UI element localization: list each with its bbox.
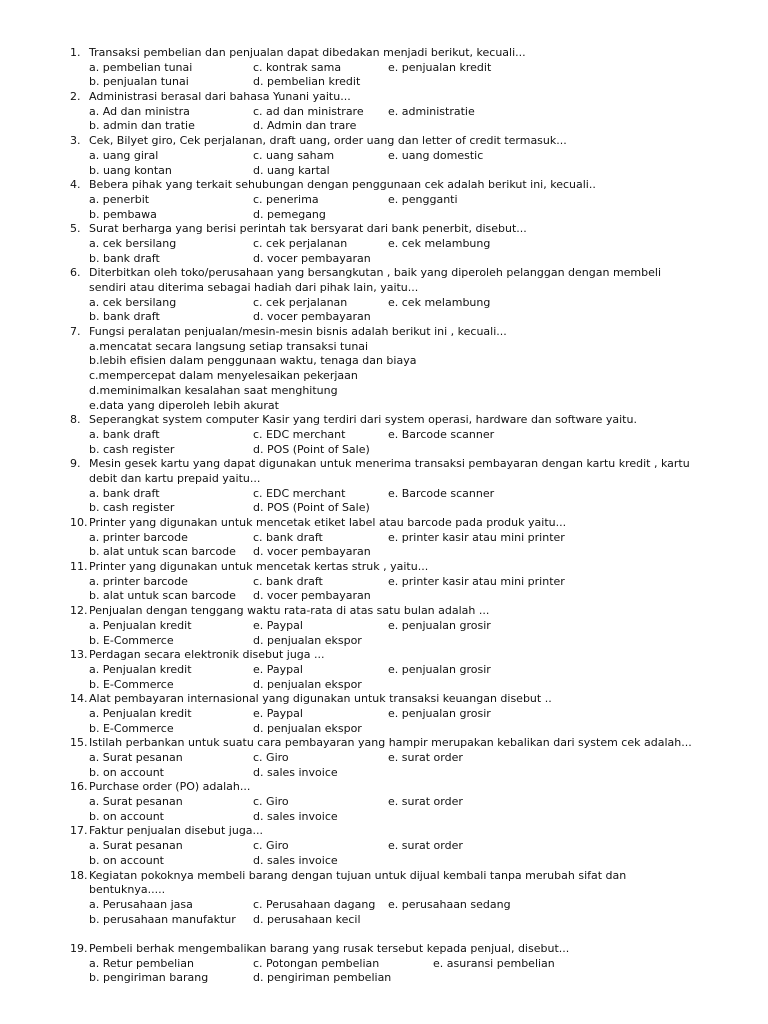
answer-option: e. Barcode scanner <box>388 427 495 441</box>
answer-option: c. bank draft <box>253 530 323 544</box>
question-4 <box>0 178 768 222</box>
answer-option: b.lebih efisien dalam penggunaan waktu, tenaga dan biaya <box>89 354 417 368</box>
question-text: Alat pembayaran internasional yang digunakan untuk transaksi keuangan disebut .. <box>89 692 552 706</box>
question-number: 8. <box>70 413 81 427</box>
option-row <box>0 854 768 869</box>
question-line <box>0 780 768 795</box>
question-number: 5. <box>70 222 81 236</box>
answer-option: e. Paypal <box>253 662 303 676</box>
question-text: sendiri atau diterima sebagai hadiah dari pihak lain, yaitu... <box>89 281 419 294</box>
answer-option: b. E-Commerce <box>89 721 174 735</box>
option-row <box>0 634 768 649</box>
answer-option: b. alat untuk scan barcode <box>89 545 236 559</box>
answer-option: c. cek perjalanan <box>253 236 348 250</box>
answer-option: c.mempercepat dalam menyelesaikan pekerjaan <box>89 369 358 383</box>
answer-option: a. pembelian tunai <box>89 60 193 74</box>
answer-option: d. vocer pembayaran <box>253 310 371 324</box>
answer-option: d. pengiriman pembelian <box>253 971 392 985</box>
question-line <box>0 942 768 957</box>
question-number: 1. <box>70 46 81 59</box>
question-text: Printer yang digunakan untuk mencetak etiket label atau barcode pada produk yaitu... <box>89 516 567 529</box>
question-number: 17. <box>70 824 88 838</box>
answer-option: c. Giro <box>253 839 289 853</box>
question-text: Faktur penjualan disebut juga... <box>89 824 264 838</box>
option-row <box>0 119 768 134</box>
question-line <box>0 516 768 531</box>
answer-option: a. cek bersilang <box>89 236 177 250</box>
question-text: Seperangkat system computer Kasir yang terdiri dari system operasi, hardware dan software yaitu. <box>89 413 637 427</box>
answer-option: e. printer kasir atau mini printer <box>388 530 565 544</box>
option-row <box>0 75 768 90</box>
question-number: 2. <box>70 90 81 104</box>
question-number: 6. <box>70 266 81 280</box>
option-row <box>0 957 768 972</box>
question-text: Cek, Bilyet giro, Cek perjalanan, draft uang, order uang dan letter of credit termasuk... <box>89 134 567 148</box>
question-12 <box>0 604 768 648</box>
option-row <box>0 193 768 208</box>
question-number: 18. <box>70 868 88 882</box>
option-row <box>0 751 768 766</box>
answer-option: b. cash register <box>89 442 175 456</box>
question-number: 14. <box>70 692 88 706</box>
answer-option: d. Admin dan trare <box>253 119 357 133</box>
answer-option: a. Retur pembelian <box>89 956 194 970</box>
question-line <box>0 134 768 149</box>
answer-option: a. Penjualan kredit <box>89 618 192 632</box>
option-row <box>0 619 768 634</box>
answer-option: b. bank draft <box>89 310 160 324</box>
question-line <box>0 281 768 296</box>
option-row <box>0 501 768 516</box>
answer-option: a. Surat pesanan <box>89 839 183 853</box>
question-number: 19. <box>70 941 88 955</box>
option-row <box>0 575 768 590</box>
question-18 <box>0 869 768 928</box>
question-text: Purchase order (PO) adalah... <box>89 780 251 794</box>
question-line <box>0 413 768 428</box>
question-text: Pembeli berhak mengembalikan barang yang rusak tersebut kepada penjual, disebut... <box>89 941 570 955</box>
option-row <box>0 531 768 546</box>
question-16 <box>0 780 768 824</box>
question-text: Printer yang digunakan untuk mencetak kertas struk , yaitu... <box>89 560 429 574</box>
option-row <box>0 678 768 693</box>
question-line <box>0 222 768 237</box>
option-row <box>0 237 768 252</box>
answer-option: b. pengiriman barang <box>89 971 209 985</box>
answer-option: a. bank draft <box>89 486 160 500</box>
answer-option: d. POS (Point of Sale) <box>253 501 370 515</box>
answer-option: a. Surat pesanan <box>89 795 183 809</box>
question-line <box>0 472 768 487</box>
question-line <box>0 824 768 839</box>
answer-option: a. Perusahaan jasa <box>89 897 193 911</box>
option-row <box>0 707 768 722</box>
answer-option: b. uang kontan <box>89 163 172 177</box>
question-line <box>0 457 768 472</box>
answer-option: d. POS (Point of Sale) <box>253 442 370 456</box>
question-text: Fungsi peralatan penjualan/mesin-mesin bisnis adalah berikut ini , kecuali... <box>89 325 507 339</box>
answer-option: e. Paypal <box>253 706 303 720</box>
option-row <box>0 310 768 325</box>
question-15 <box>0 736 768 780</box>
answer-option: e. surat order <box>388 751 463 764</box>
answer-option: b. E-Commerce <box>89 633 174 647</box>
question-17 <box>0 824 768 868</box>
question-text: Penjualan dengan tenggang waktu rata-rata di atas satu bulan adalah ... <box>89 604 490 618</box>
answer-option: d. penjualan ekspor <box>253 677 362 691</box>
option-row <box>0 208 768 223</box>
question-number: 11. <box>70 560 88 574</box>
option-row <box>0 164 768 179</box>
option-row <box>0 487 768 502</box>
answer-option: c. Perusahaan dagang <box>253 897 376 911</box>
answer-option: d. penjualan ekspor <box>253 633 362 647</box>
option-row <box>0 722 768 737</box>
answer-option: b. alat untuk scan barcode <box>89 589 236 603</box>
answer-option: d. penjualan ekspor <box>253 721 362 735</box>
answer-option: e. Paypal <box>253 618 303 632</box>
answer-option: c. EDC merchant <box>253 427 346 441</box>
question-10 <box>0 516 768 560</box>
question-line <box>0 648 768 663</box>
question-line <box>0 692 768 707</box>
answer-option: a. Surat pesanan <box>89 751 183 764</box>
answer-option: e. printer kasir atau mini printer <box>388 574 565 588</box>
question-line <box>0 46 768 61</box>
question-line <box>0 90 768 105</box>
answer-option: e. Barcode scanner <box>388 486 495 500</box>
answer-option: e. perusahaan sedang <box>388 897 511 911</box>
question-13 <box>0 648 768 692</box>
option-row <box>0 766 768 781</box>
answer-option: c. cek perjalanan <box>253 295 348 309</box>
answer-option: a. Penjualan kredit <box>89 706 192 720</box>
option-row <box>0 61 768 76</box>
answer-option: d.meminimalkan kesalahan saat menghitung <box>89 383 338 397</box>
option-row <box>0 589 768 604</box>
option-row <box>0 663 768 678</box>
question-text: Bebera pihak yang terkait sehubungan dengan penggunaan cek adalah berikut ini, kecuali.. <box>89 178 596 192</box>
answer-option: d. vocer pembayaran <box>253 545 371 559</box>
question-text: Perdagan secara elektronik disebut juga ... <box>89 648 325 662</box>
answer-option: e. cek melambung <box>388 236 491 250</box>
question-line <box>0 325 768 340</box>
question-line <box>0 604 768 619</box>
answer-option: b. E-Commerce <box>89 677 174 691</box>
answer-option: e. penjualan grosir <box>388 618 491 632</box>
answer-option: c. uang saham <box>253 148 335 162</box>
question-text: Surat berharga yang berisi perintah tak bersyarat dari bank penerbit, disebut... <box>89 222 527 236</box>
option-row <box>0 545 768 560</box>
question-line <box>0 560 768 575</box>
answer-option: e. penjualan grosir <box>388 706 491 720</box>
answer-option: b. bank draft <box>89 251 160 265</box>
answer-option: e. cek melambung <box>388 295 491 309</box>
answer-option: d. vocer pembayaran <box>253 589 371 603</box>
answer-option: d. uang kartal <box>253 163 330 177</box>
question-number: 13. <box>70 648 88 662</box>
question-number: 12. <box>70 604 88 618</box>
answer-option: a. uang giral <box>89 148 159 162</box>
answer-option: d. sales invoice <box>253 809 338 823</box>
answer-option: e. surat order <box>388 839 463 853</box>
answer-option: c. Potongan pembelian <box>253 956 380 970</box>
question-number: 3. <box>70 134 81 148</box>
answer-option: e. penjualan kredit <box>388 60 492 74</box>
question-number: 7. <box>70 325 81 339</box>
option-row <box>0 810 768 825</box>
question-19 <box>0 942 768 986</box>
blank-line <box>0 927 768 942</box>
question-line <box>0 266 768 281</box>
answer-option: e. penjualan grosir <box>388 662 491 676</box>
question-text: Transaksi pembelian dan penjualan dapat dibedakan menjadi berikut, kecuali... <box>89 46 526 59</box>
question-text: Kegiatan pokoknya membeli barang dengan tujuan untuk dijual kembali tanpa merubah sifat dan <box>89 868 627 882</box>
question-9 <box>0 457 768 516</box>
question-text: bentuknya..... <box>89 883 166 897</box>
question-6 <box>0 266 768 325</box>
option-row <box>0 296 768 311</box>
answer-option: e.data yang diperoleh lebih akurat <box>89 398 279 412</box>
answer-option: d. sales invoice <box>253 765 338 779</box>
answer-option: d. vocer pembayaran <box>253 251 371 265</box>
answer-option: e. asuransi pembelian <box>433 956 555 970</box>
option-row <box>0 913 768 928</box>
answer-option: c. EDC merchant <box>253 486 346 500</box>
option-row <box>0 898 768 913</box>
answer-option: b. on account <box>89 765 164 779</box>
question-line <box>0 883 768 898</box>
option-row <box>0 795 768 810</box>
question-number: 9. <box>70 457 81 471</box>
question-text: Istilah perbankan untuk suatu cara pembayaran yang hampir merupakan kebalikan dari system cek adalah... <box>89 736 692 750</box>
answer-option: c. Giro <box>253 795 289 809</box>
answer-option: b. pembawa <box>89 207 157 221</box>
question-number: 15. <box>70 736 88 750</box>
answer-option: b. on account <box>89 809 164 823</box>
answer-option: b. admin dan tratie <box>89 119 195 133</box>
question-1 <box>0 46 768 90</box>
question-11 <box>0 560 768 604</box>
answer-option: c. penerima <box>253 192 319 206</box>
answer-option: b. cash register <box>89 501 175 515</box>
option-row <box>0 839 768 854</box>
question-text: Administrasi berasal dari bahasa Yunani yaitu... <box>89 90 351 104</box>
answer-option: e. uang domestic <box>388 148 484 162</box>
answer-option: c. Giro <box>253 751 289 764</box>
answer-option: a. printer barcode <box>89 530 188 544</box>
answer-option: a. Penjualan kredit <box>89 662 192 676</box>
option-row <box>0 252 768 267</box>
answer-option: e. administratie <box>388 104 475 118</box>
question-line <box>0 736 768 751</box>
answer-option: b. perusahaan manufaktur <box>89 912 236 926</box>
option-row <box>0 149 768 164</box>
answer-option: a.mencatat secara langsung setiap transaksi tunai <box>89 339 369 353</box>
question-7 <box>0 325 768 413</box>
answer-option: c. ad dan ministrare <box>253 104 364 118</box>
answer-option: b. penjualan tunai <box>89 75 189 89</box>
question-14 <box>0 692 768 736</box>
question-text: Mesin gesek kartu yang dapat digunakan untuk menerima transaksi pembayaran dengan kartu kredit , kartu <box>89 457 690 471</box>
question-3 <box>0 134 768 178</box>
answer-option: c. bank draft <box>253 574 323 588</box>
question-2 <box>0 90 768 134</box>
answer-option: a. Ad dan ministra <box>89 104 190 118</box>
answer-option: d. perusahaan kecil <box>253 912 361 926</box>
question-8 <box>0 413 768 457</box>
question-number: 10. <box>70 516 88 529</box>
question-line <box>0 178 768 193</box>
answer-option: c. kontrak sama <box>253 60 342 74</box>
answer-option: d. pembelian kredit <box>253 75 361 89</box>
question-text: debit dan kartu prepaid yaitu... <box>89 471 261 485</box>
question-text: Diterbitkan oleh toko/perusahaan yang bersangkutan , baik yang diperoleh pelanggan dengan membeli <box>89 266 662 280</box>
option-row <box>0 443 768 458</box>
answer-option: a. cek bersilang <box>89 295 177 309</box>
answer-option: d. sales invoice <box>253 853 338 867</box>
answer-option: a. bank draft <box>89 427 160 441</box>
answer-option: e. surat order <box>388 795 463 809</box>
answer-option: e. pengganti <box>388 192 458 206</box>
question-number: 4. <box>70 178 81 192</box>
answer-option: a. printer barcode <box>89 574 188 588</box>
option-row <box>0 428 768 443</box>
question-sheet <box>0 46 768 986</box>
option-row <box>0 971 768 986</box>
question-line <box>0 869 768 884</box>
answer-option: d. pemegang <box>253 207 326 221</box>
answer-option: a. penerbit <box>89 192 150 206</box>
answer-option: b. on account <box>89 853 164 867</box>
question-5 <box>0 222 768 266</box>
option-row <box>0 105 768 120</box>
question-number: 16. <box>70 780 88 794</box>
